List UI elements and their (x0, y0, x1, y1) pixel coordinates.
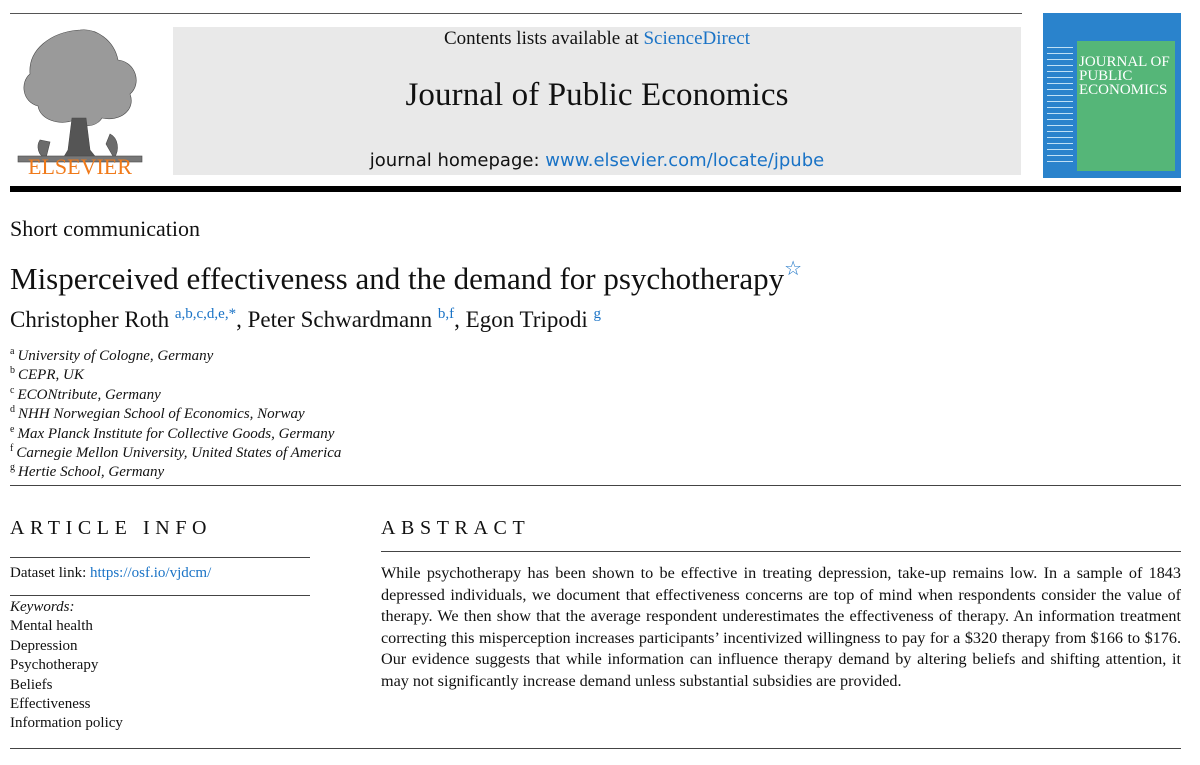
affiliation-item (10, 420, 341, 442)
keyword-item: Effectiveness (10, 695, 91, 712)
header-top-rule (10, 13, 1022, 14)
bottom-rule (10, 748, 1181, 749)
affiliation-mark: e (10, 423, 15, 435)
affiliation-mark: f (10, 442, 14, 454)
homepage-prefix: journal homepage: (369, 150, 546, 171)
affiliation-mark: d (10, 404, 15, 416)
cover-title-panel (1077, 41, 1175, 171)
author-name: Egon Tripodi (465, 307, 594, 332)
affiliation-text: NHH Norwegian School of Economics, Norway (18, 406, 305, 423)
title-footnote-star-icon[interactable]: ☆ (784, 258, 803, 280)
contents-line (173, 28, 1021, 50)
author-name: Christopher Roth (10, 307, 175, 332)
header-thick-rule (10, 186, 1181, 192)
journal-title: Journal of Public Economics (405, 77, 789, 113)
keywords-label: Keywords: (10, 599, 75, 615)
author-list (10, 306, 601, 333)
sciencedirect-link[interactable]: ScienceDirect (643, 28, 751, 49)
affiliation-mark: b (10, 365, 15, 377)
keywords-block (10, 598, 123, 734)
dataset-label: Dataset link: (10, 565, 90, 581)
journal-homepage-link[interactable]: www.elsevier.com/locate/jpube (545, 150, 825, 171)
affiliation-text: University of Cologne, Germany (17, 348, 214, 364)
dataset-link[interactable]: https://osf.io/vjdcm/ (89, 565, 212, 581)
affiliation-item (10, 458, 341, 481)
abstract-text: While psychotherapy has been shown to be effective in treating depression, take-up remains low. In a sample of 1843 depressed individuals, we document that effectiveness concerns are top of mind when respondents consider the value of therapy. We then show that the average respondent underestimates the effectiveness of therapy. An information treatment correcting this misperception increases participants’ incentivized willingness to pay for a $320 therapy from $166 to $176. Our evidence suggests that while information can influence therapy demand by altering beliefs and shifting attention, it may not significantly increase demand unless substantial subsidies are provided. (381, 564, 1181, 690)
section-type: Short communication (10, 216, 201, 241)
affiliation-mark: a (10, 346, 15, 357)
author-affiliation-marks[interactable]: a,b,c,d,e,* (174, 306, 237, 322)
affiliation-item (10, 439, 342, 461)
keyword-item: Beliefs (10, 676, 53, 693)
cover-contents-lines (1047, 47, 1073, 167)
journal-banner (173, 27, 1021, 175)
journal-cover[interactable] (1043, 13, 1181, 178)
keyword-item: Mental health (10, 618, 93, 635)
affiliation-item (10, 381, 341, 403)
affiliation-mark: g (10, 462, 15, 474)
affiliation-item (10, 400, 341, 423)
article-title-text: Misperceived effectiveness and the demand for psychotherapy (10, 261, 785, 296)
author-affiliation-marks[interactable]: b,f (437, 306, 455, 322)
abstract-rule (381, 551, 1181, 552)
article-info-heading: ARTICLE INFO (10, 517, 213, 539)
affiliation-text: ECONtribute, Germany (17, 386, 161, 403)
cover-title: JOURNAL OF PUBLIC ECONOMICS (1079, 54, 1170, 98)
elsevier-logo[interactable] (10, 22, 150, 178)
author-separator: , (454, 307, 466, 332)
affiliation-list (10, 342, 342, 481)
article-info-rule (10, 595, 310, 596)
author-affiliation-marks[interactable]: g (593, 306, 601, 322)
affiliation-text: Max Planck Institute for Collective Goods, Germany (17, 425, 335, 442)
article-title (10, 256, 802, 297)
elsevier-tree-icon (10, 22, 150, 178)
author-name: Peter Schwardmann (247, 307, 438, 332)
dataset-link-line (10, 565, 211, 582)
affiliation-item (10, 361, 341, 384)
affiliation-text: Hertie School, Germany (18, 464, 165, 481)
abstract-heading: ABSTRACT (381, 517, 531, 539)
keyword-item: Psychotherapy (10, 657, 99, 674)
elsevier-wordmark: ELSEVIER (28, 154, 132, 178)
affiliation-text: Carnegie Mellon University, United States of America (16, 444, 342, 461)
keyword-item: Information policy (10, 715, 123, 732)
author-separator: , (236, 307, 248, 332)
article-info-rule (10, 557, 310, 558)
affiliation-text: CEPR, UK (18, 367, 84, 384)
section-divider (10, 485, 1181, 486)
contents-prefix: Contents lists available at (443, 28, 644, 49)
affiliation-mark: c (10, 384, 15, 396)
affiliation-item (10, 342, 341, 364)
homepage-line (173, 150, 1021, 171)
keyword-item: Depression (10, 637, 78, 654)
